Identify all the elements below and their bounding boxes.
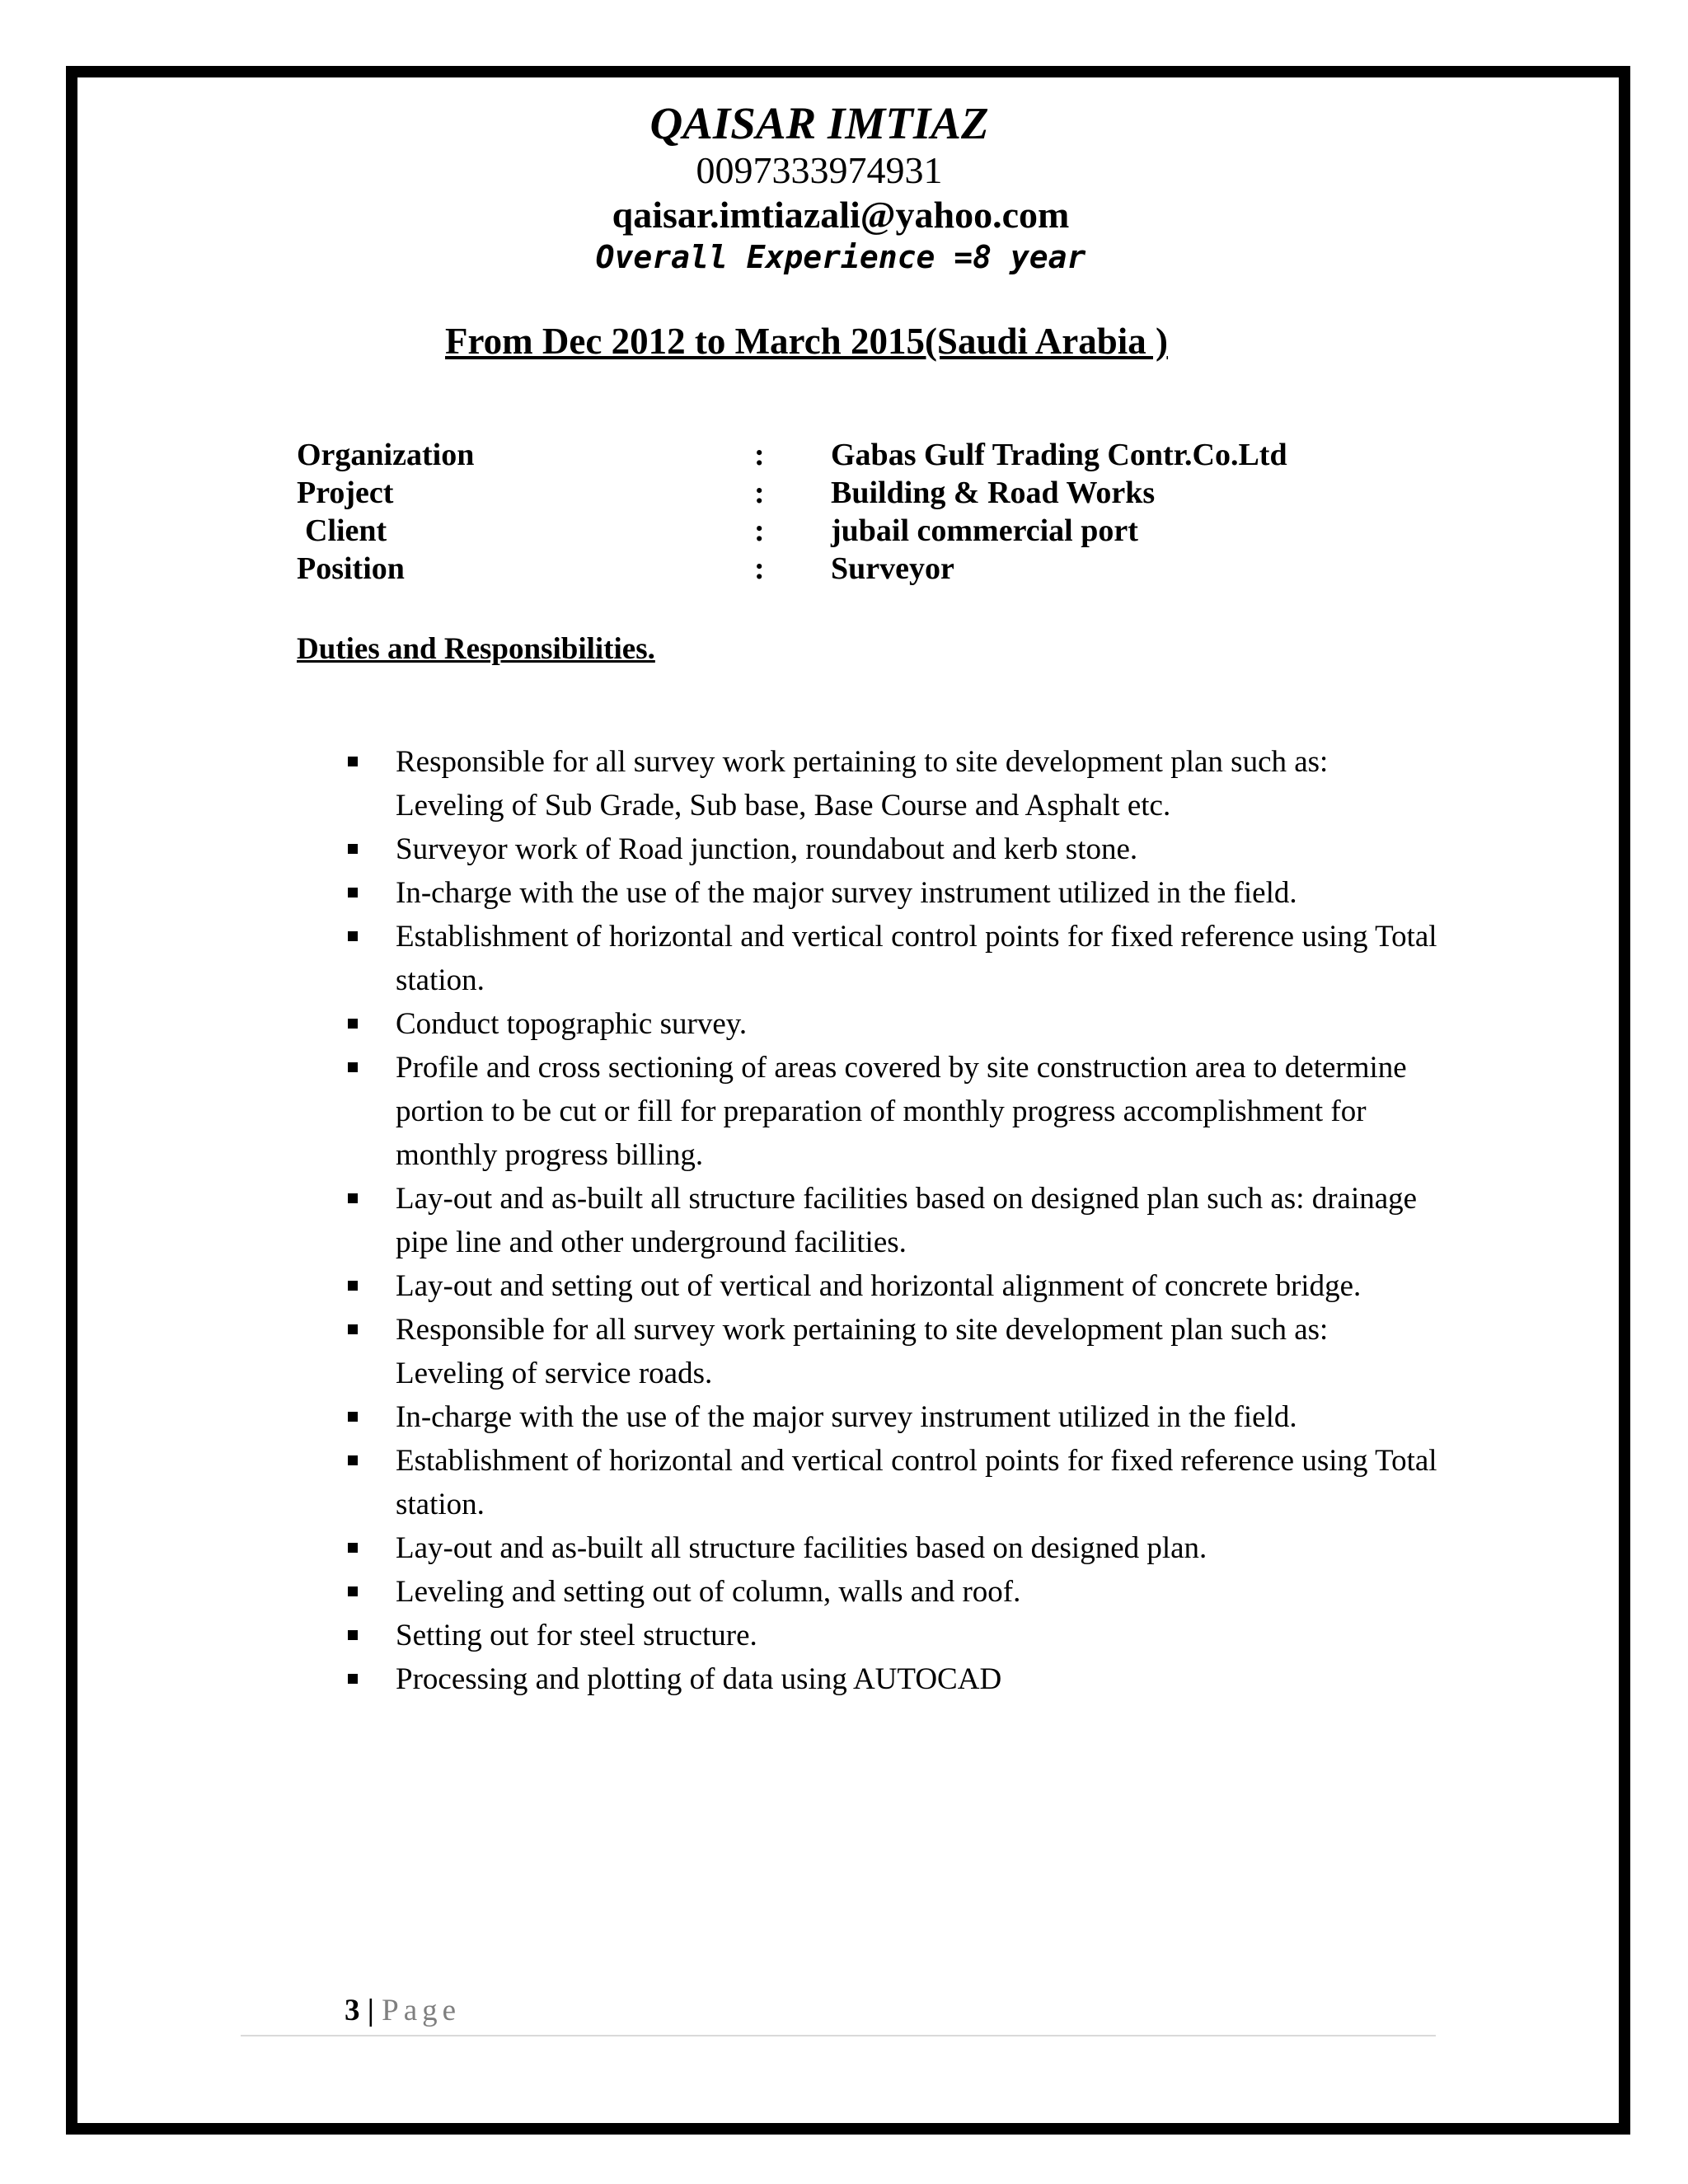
duty-text: In-charge with the use of the major survey instrument utilized in the field. — [396, 876, 1297, 910]
detail-value: Gabas Gulf Trading Contr.Co.Ltd — [831, 438, 1287, 472]
square-bullet-icon — [348, 1019, 358, 1029]
detail-colon: : — [754, 476, 765, 510]
duty-text: Responsible for all survey work pertaining to site development plan such as: Leveling of service roads. — [396, 1313, 1329, 1390]
square-bullet-icon — [348, 844, 358, 854]
detail-value: jubail commercial port — [831, 513, 1138, 548]
detail-row-organization — [297, 437, 1368, 475]
square-bullet-icon — [348, 1193, 358, 1203]
duty-text: Surveyor work of Road junction, roundabout and kerb stone. — [396, 832, 1138, 866]
list-item — [345, 740, 1441, 827]
square-bullet-icon — [348, 1586, 358, 1596]
square-bullet-icon — [348, 1630, 358, 1640]
list-item — [345, 1526, 1441, 1570]
page-label: Page — [382, 1994, 462, 2027]
detail-label: Organization — [297, 438, 475, 472]
list-item — [345, 1046, 1441, 1177]
duty-text: Lay-out and as-built all structure facilities based on designed plan. — [396, 1531, 1207, 1565]
list-item — [345, 827, 1441, 871]
list-item — [345, 1177, 1441, 1264]
list-item — [345, 1657, 1441, 1701]
detail-colon: : — [754, 551, 765, 586]
page-number: 3 — [345, 1994, 360, 2027]
square-bullet-icon — [348, 1412, 358, 1422]
detail-row-project — [297, 475, 1368, 513]
square-bullet-icon — [348, 1324, 358, 1334]
page-separator: | — [367, 1994, 374, 2027]
detail-row-position — [297, 551, 1368, 588]
list-item — [345, 1439, 1441, 1526]
candidate-name: QAISAR IMTIAZ — [649, 98, 989, 148]
square-bullet-icon — [348, 888, 358, 898]
square-bullet-icon — [348, 931, 358, 941]
list-item — [345, 1614, 1441, 1657]
employment-period: From Dec 2012 to March 2015(Saudi Arabia ) — [445, 321, 1169, 362]
detail-label: Position — [297, 551, 405, 586]
duty-text: Establishment of horizontal and vertical control points for fixed reference using Total station. — [396, 1444, 1437, 1521]
square-bullet-icon — [348, 757, 358, 766]
detail-colon: : — [754, 513, 765, 548]
overall-experience: Overall Experience =8 year — [595, 239, 1086, 275]
duties-list — [345, 740, 1441, 1701]
duty-text: Lay-out and as-built all structure facilities based on designed plan such as: drainage pipe line and other underground facilities. — [396, 1182, 1418, 1259]
duties-heading: Duties and Responsibilities. — [297, 632, 655, 666]
duty-text: In-charge with the use of the major survey instrument utilized in the field. — [396, 1400, 1297, 1434]
email-address: qaisar.imtiazali@yahoo.com — [612, 194, 1070, 236]
duty-text: Setting out for steel structure. — [396, 1619, 757, 1652]
detail-value: Surveyor — [831, 551, 954, 586]
duty-text: Leveling and setting out of column, walls and roof. — [396, 1575, 1021, 1609]
job-details — [297, 437, 1368, 588]
list-item — [345, 1308, 1441, 1395]
detail-label: Project — [297, 476, 394, 510]
duty-text: Profile and cross sectioning of areas covered by site construction area to determine portion to be cut or fill for preparation of monthly progress accomplishment for monthly progress billing. — [396, 1051, 1407, 1172]
list-item — [345, 1002, 1441, 1046]
detail-value: Building & Road Works — [831, 476, 1156, 510]
square-bullet-icon — [348, 1455, 358, 1465]
list-item — [345, 1264, 1441, 1308]
detail-row-client — [297, 513, 1368, 551]
detail-colon: : — [754, 438, 765, 472]
square-bullet-icon — [348, 1674, 358, 1684]
duty-text: Lay-out and setting out of vertical and horizontal alignment of concrete bridge. — [396, 1269, 1362, 1303]
page-footer — [345, 1993, 461, 2028]
square-bullet-icon — [348, 1543, 358, 1553]
square-bullet-icon — [348, 1281, 358, 1291]
list-item — [345, 915, 1441, 1002]
list-item — [345, 1570, 1441, 1614]
duty-text: Establishment of horizontal and vertical control points for fixed reference using Total station. — [396, 920, 1437, 997]
phone-number: 0097333974931 — [696, 149, 943, 191]
duty-text: Responsible for all survey work pertaining to site development plan such as: Leveling of Sub Grade, Sub base, Base Course and Asphalt etc. — [396, 745, 1329, 823]
duty-text: Conduct topographic survey. — [396, 1007, 748, 1041]
list-item — [345, 1395, 1441, 1439]
list-item — [345, 871, 1441, 915]
duty-text: Processing and plotting of data using AUTOCAD — [396, 1662, 1002, 1696]
detail-label: Client — [305, 513, 387, 548]
square-bullet-icon — [348, 1062, 358, 1072]
footer-divider — [241, 2035, 1436, 2036]
